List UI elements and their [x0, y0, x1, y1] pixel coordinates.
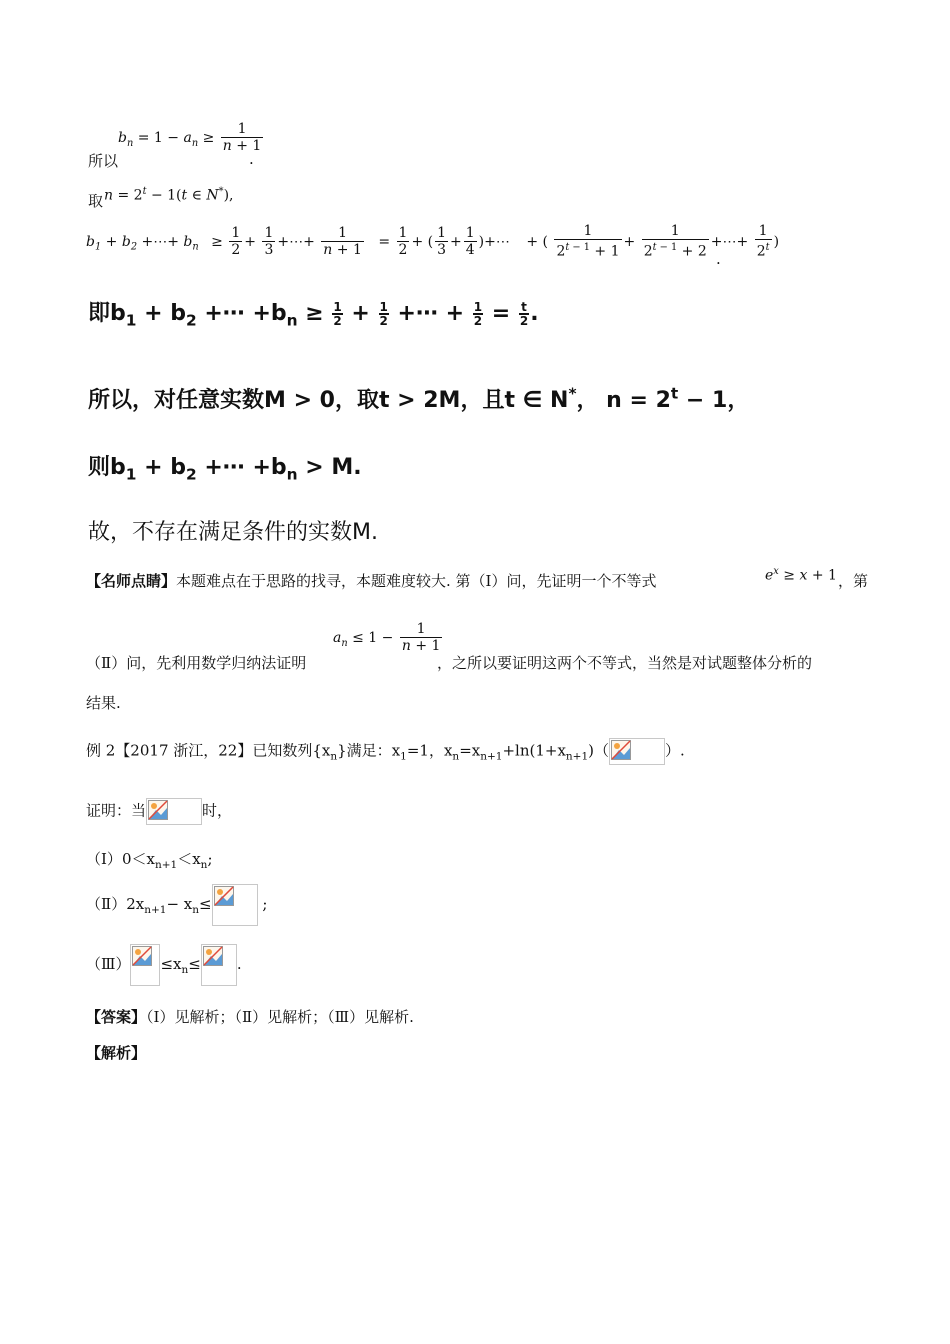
- text-suoyi: 所以: [88, 152, 119, 170]
- example-2-line: 例 2【2017 浙江，22】已知数列$\{x_n\}$满足：$x_1=1$，$x_n=x_{n+1}+\ln(1+x_{n+1})$（ ）.: [86, 738, 685, 765]
- answer-line: 【答案】（Ⅰ）见解析；（Ⅱ）见解析；（Ⅲ）见解析.: [86, 1008, 414, 1026]
- image-placeholder-4: [130, 944, 160, 986]
- broken-image-icon: [132, 946, 152, 966]
- formula-sum: $b_1 + b_2$ +⋯+ $b_n$ ≥ $\frac{1}{2}$ + $\frac{1}{3}$ +⋯+ $\frac{1}{n + 1}$ = $\frac{1}{2}$ + ( $\frac{1}{3}$ + $\frac{1}{4}$ )+⋯ + ( $\frac{1}{2^{t - 1} + 1}$ + $\frac{1}{2^{t - 1} + 2}$ +⋯+ $\frac{1}{2^t}$ ): [86, 223, 780, 260]
- formula-an: $a_n \le 1$ − $\frac{1}{n + 1}$: [333, 621, 441, 654]
- item-3: （Ⅲ） $\le x_n\le$ .: [86, 944, 242, 986]
- text-qu: 取: [88, 192, 104, 210]
- mingshi-line-1-end: ，第: [838, 572, 869, 590]
- image-placeholder-2: [146, 798, 202, 825]
- item-2: $(Ⅱ)2x_{n+1}- x_n\le$ ;: [86, 884, 267, 926]
- big-line-3: 则$b_1 + b_2$ +⋯ $+b_n > M$.: [88, 455, 362, 484]
- broken-image-icon: [148, 800, 168, 820]
- proof-line: 证明：当 时，: [86, 798, 232, 825]
- item-1: $(Ⅰ)0<x_{n+1}<x_n$;: [86, 850, 213, 871]
- mingshi-line-1: 【名师点睛】本题难点在于思路的找寻，本题难度较大. 第（Ⅰ）问，先证明一个不等式: [86, 572, 657, 590]
- broken-image-icon: [611, 740, 631, 760]
- text-dot-2: .: [716, 250, 721, 268]
- mingshi-line-2a: （Ⅱ）问，先利用数学归纳法证明: [86, 654, 307, 672]
- image-placeholder-1: [609, 738, 665, 765]
- formula-ex: $e^x \ge x + 1$: [765, 566, 837, 584]
- formula-bn: $b_n = 1 - a_n$ ≥ $\frac{1}{n + 1}$: [118, 121, 262, 154]
- analysis-heading: 【解析】: [86, 1044, 147, 1062]
- image-placeholder-3: [212, 884, 258, 926]
- mingshi-line-3: 结果.: [86, 694, 121, 712]
- big-line-2: 所以，对任意实数M > 0，取t > 2M，且t ∈ N*， $n = 2^t - 1$，: [88, 384, 750, 413]
- big-line-4: 故，不存在满足条件的实数M.: [88, 520, 378, 545]
- mingshi-line-2b: ，之所以要证明这两个不等式，当然是对试题整体分析的: [437, 654, 813, 672]
- big-line-1: 即$b_1 + b_2$ +⋯ $+b_n$ ≥ $\frac{1}{2}$ + $\frac{1}{2}$ +⋯ + $\frac{1}{2}$ = $\frac{t}{2}$ .: [88, 300, 539, 330]
- text-dot-1: .: [249, 150, 254, 168]
- formula-n-def: $n = 2^t - 1(t$ ∈ N*),: [104, 186, 234, 204]
- broken-image-icon: [203, 946, 223, 966]
- image-placeholder-5: [201, 944, 237, 986]
- broken-image-icon: [214, 886, 234, 906]
